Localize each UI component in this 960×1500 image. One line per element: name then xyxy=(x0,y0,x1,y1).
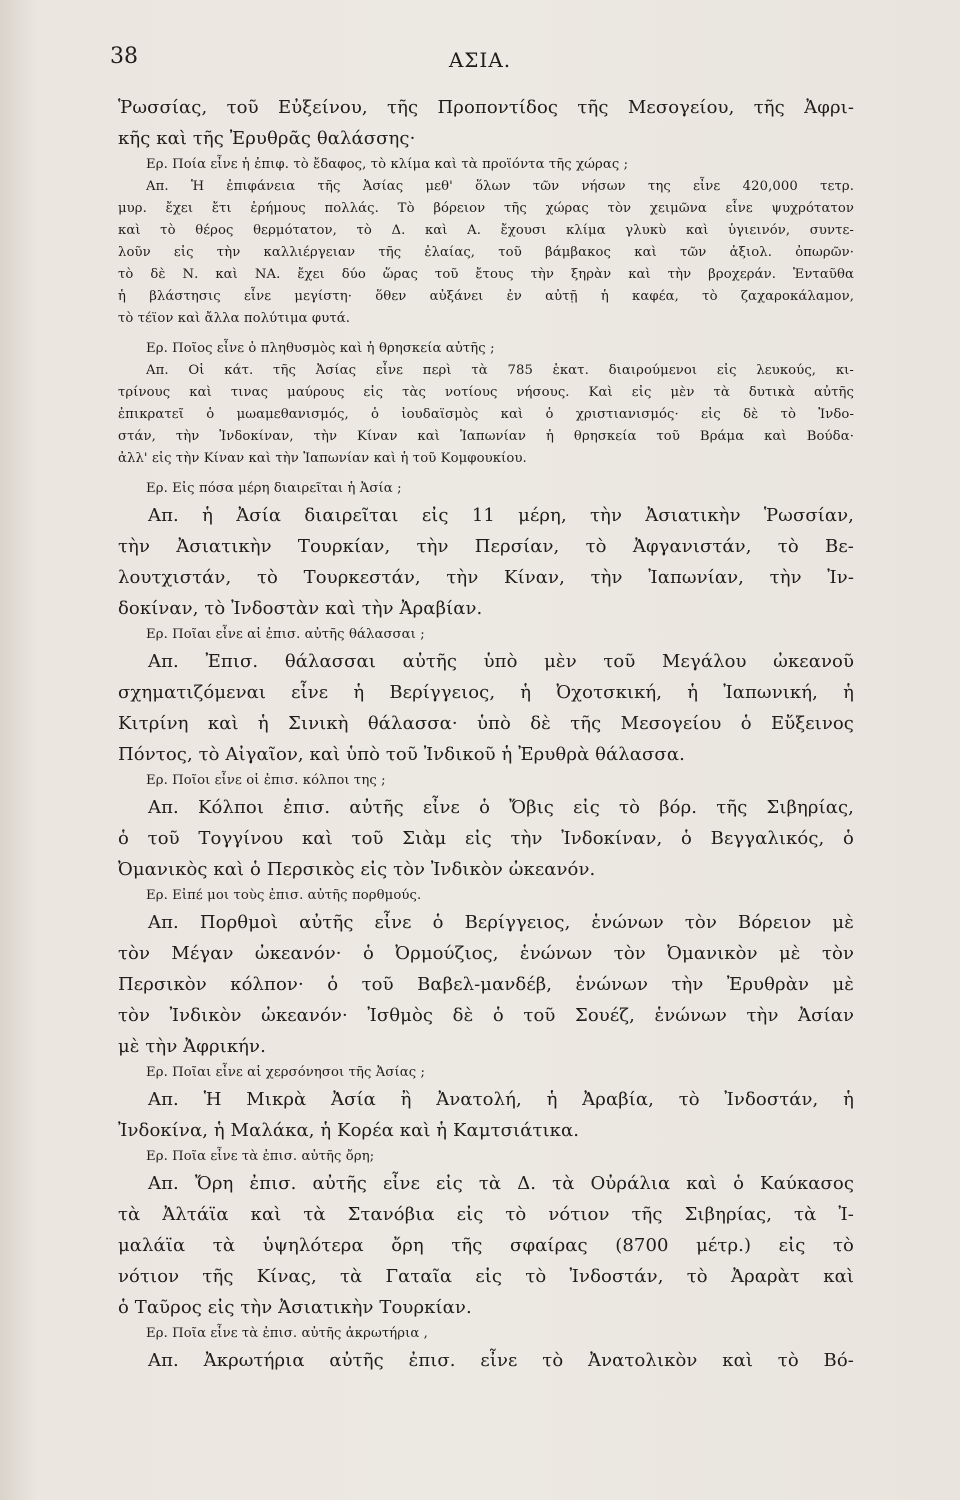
text-line: κῆς καὶ τῆς Ἐρυθρᾶς θαλάσσης· xyxy=(118,128,416,149)
text-line: λοῦν εἰς τὴν καλλιέργειαν τῆς ἐλαίας, τοῦ βάμβακος καὶ τῶν ἀξιολ. ὀπωρῶν· xyxy=(118,245,854,260)
text-line: Πόντος, τὸ Αἰγαῖον, καὶ ὑπὸ τοῦ Ἰνδικοῦ ἡ Ἐρυθρὰ θάλασσα. xyxy=(118,744,685,765)
text-line: ἡ βλάστησις εἶνε μεγίστη· ὅθεν αὐξάνει ἐν αὐτῇ ἡ καφέα, τὸ ζαχαροκάλαμον, xyxy=(118,289,854,304)
text-line: Περσικὸν κόλπον· ὁ τοῦ Βαβελ-μανδέβ, ἑνώνων τὴν Ἐρυθρὰν μὲ xyxy=(118,974,854,995)
text-line: Κιτρίνη καὶ ἡ Σινικὴ θάλασσα· ὑπὸ δὲ τῆς Μεσογείου ὁ Εὔξεινος xyxy=(118,713,854,734)
text-line: τὸ τέϊον καὶ ἄλλα πολύτιμα φυτά. xyxy=(118,311,351,326)
text-line: Ερ. Ποῖαι εἶνε αἱ ἐπισ. αὐτῆς θάλασσαι ; xyxy=(146,627,425,642)
text-line: Ερ. Ποῖοι εἶνε οἱ ἐπισ. κόλποι της ; xyxy=(146,773,386,788)
text-line: Απ. Ἡ Μικρὰ Ἀσία ἢ Ἀνατολή, ἡ Ἀραβία, τὸ Ἰνδοστάν, ἡ xyxy=(148,1089,854,1110)
text-line: νότιον τῆς Κίνας, τὰ Γαταῖα εἰς τὸ Ἰνδοστάν, τὸ Ἀραρὰτ καὶ xyxy=(118,1266,854,1287)
line-spacer xyxy=(118,470,854,478)
text-line: τὴν Ἀσιατικὴν Τουρκίαν, τὴν Περσίαν, τὸ Ἀφγανιστάν, τὸ Βε- xyxy=(118,536,854,557)
text-line: καὶ τὸ θέρος θερμότατον, τὸ Δ. καὶ Α. ἔχουσι κλίμα γλυκὺ καὶ ὑγιεινόν, συντε- xyxy=(118,223,854,238)
text-line: τρίνους καὶ τινας μαύρους εἰς τὰς νοτίους νήσους. Καὶ εἰς μὲν τὰ δυτικὰ αὐτῆς xyxy=(118,385,854,400)
text-line: ἐπικρατεῖ ὁ μωαμεθανισμός, ὁ ἰουδαϊσμὸς καὶ ὁ χριστιανισμός· εἰς δὲ τὸ Ἰνδο- xyxy=(118,407,854,422)
line-spacer xyxy=(118,330,854,338)
running-title: ΑΣΙΑ. xyxy=(448,48,512,72)
text-line: Απ. Οἱ κάτ. τῆς Ἀσίας εἶνε περὶ τὰ 785 ἑκατ. διαιρούμενοι εἰς λευκούς, κι- xyxy=(146,363,854,378)
text-line: Απ. ἡ Ἀσία διαιρεῖται εἰς 11 μέρη, τὴν Ἀσιατικὴν Ῥωσσίαν, xyxy=(148,505,854,526)
text-line: Απ. Κόλποι ἐπισ. αὐτῆς εἶνε ὁ Ὄβις εἰς τὸ βόρ. τῆς Σιβηρίας, xyxy=(148,797,854,818)
text-line: Ῥωσσίας, τοῦ Εὐξείνου, τῆς Προποντίδος τῆς Μεσογείου, τῆς Ἀφρι- xyxy=(118,97,854,118)
text-line: τὸν Μέγαν ὠκεανόν· ὁ Ὀρμούζιος, ἑνώνων τὸν Ὀμανικὸν μὲ τὸν xyxy=(118,943,854,964)
text-line: Απ. Ὄρη ἐπισ. αὐτῆς εἶνε εἰς τὰ Δ. τὰ Οὐράλια καὶ ὁ Καύκασος xyxy=(148,1173,854,1194)
text-line: τὰ Ἀλτάϊα καὶ τὰ Στανόβια εἰς τὸ νότιον τῆς Σιβηρίας, τὰ Ἰ- xyxy=(118,1204,854,1225)
text-line: Ερ. Ποῖα εἶνε τὰ ἐπισ. αὐτῆς ἀκρωτήρια , xyxy=(146,1326,428,1341)
text-body xyxy=(118,92,854,1376)
text-line: μυρ. ἔχει ἔτι ἐρήμους πολλάς. Τὸ βόρειον τῆς χώρας τὸν χειμῶνα εἶνε ψυχρότατον xyxy=(118,201,854,216)
text-line: Ερ. Εἰς πόσα μέρη διαιρεῖται ἡ Ἀσία ; xyxy=(146,481,402,496)
text-line: ὁ Ταῦρος εἰς τὴν Ἀσιατικὴν Τουρκίαν. xyxy=(118,1297,472,1318)
page-number: 38 xyxy=(110,44,138,69)
text-line: Απ. Ἀκρωτήρια αὐτῆς ἐπισ. εἶνε τὸ Ἀνατολικὸν καὶ τὸ Βό- xyxy=(148,1350,854,1371)
text-line: ὁ τοῦ Τογγίνου καὶ τοῦ Σιὰμ εἰς τὴν Ἰνδοκίναν, ὁ Βεγγαλικός, ὁ xyxy=(118,828,854,849)
text-line: Ὀμανικὸς καὶ ὁ Περσικὸς εἰς τὸν Ἰνδικὸν ὠκεανόν. xyxy=(118,859,596,880)
text-line: Ερ. Ποῖα εἶνε τὰ ἐπισ. αὐτῆς ὄρη; xyxy=(146,1149,375,1164)
text-line: λουτχιστάν, τὸ Τουρκεστάν, τὴν Κίναν, τὴν Ἰαπωνίαν, τὴν Ἰν- xyxy=(118,567,854,588)
text-line: Ερ. Ποῖαι εἶνε αἱ χερσόνησοι τῆς Ἀσίας ; xyxy=(146,1065,426,1080)
text-line: Ἰνδοκίνα, ἡ Μαλάκα, ἡ Κορέα καὶ ἡ Καμτσιάτικα. xyxy=(118,1120,580,1141)
text-line: σχηματιζόμεναι εἶνε ἡ Βερίγγειος, ἡ Ὀχοτσκική, ἡ Ἰαπωνική, ἡ xyxy=(118,682,854,703)
text-line: Ερ. Ποῖος εἶνε ὁ πληθυσμὸς καὶ ἡ θρησκεία αὐτῆς ; xyxy=(146,341,495,356)
text-line: Απ. Ἐπισ. θάλασσαι αὐτῆς ὑπὸ μὲν τοῦ Μεγάλου ὠκεανοῦ xyxy=(148,651,854,672)
text-line: ἀλλ' εἰς τὴν Κίναν καὶ τὴν Ἰαπωνίαν καὶ ἡ τοῦ Κομφουκίου. xyxy=(118,451,527,466)
text-line: Ερ. Ποία εἶνε ἡ ἐπιφ. τὸ ἔδαφος, τὸ κλίμα καὶ τὰ προϊόντα τῆς χώρας ; xyxy=(146,157,629,172)
text-line: μαλάϊα τὰ ὑψηλότερα ὄρη τῆς σφαίρας (8700 μέτρ.) εἰς τὸ xyxy=(118,1235,854,1256)
text-line: μὲ τὴν Ἀφρικήν. xyxy=(118,1036,266,1057)
text-line: τὸ δὲ Ν. καὶ ΝΑ. ἔχει δύο ὥρας τοῦ ἔτους τὴν ξηρὰν καὶ τὴν βροχεράν. Ἐνταῦθα xyxy=(118,267,854,282)
text-line: Απ. Ἡ ἐπιφάνεια τῆς Ἀσίας μεθ' ὅλων τῶν νήσων της εἶνε 420,000 τετρ. xyxy=(146,179,854,194)
text-line: τὸν Ἰνδικὸν ὠκεανόν· Ἰσθμὸς δὲ ὁ τοῦ Σουέζ, ἑνώνων τὴν Ἀσίαν xyxy=(118,1005,854,1026)
text-line: δοκίναν, τὸ Ἰνδοστὰν καὶ τὴν Ἀραβίαν. xyxy=(118,598,483,619)
text-line: Ερ. Εἰπέ μοι τοὺς ἐπισ. αὐτῆς πορθμούς. xyxy=(146,888,422,903)
text-line: Απ. Πορθμοὶ αὐτῆς εἶνε ὁ Βερίγγειος, ἑνώνων τὸν Βόρειον μὲ xyxy=(148,912,854,933)
text-line: στάν, τὴν Ἰνδοκίναν, τὴν Κίναν καὶ Ἰαπωνίαν ἡ θρησκεία τοῦ Βράμα καὶ Βούδα· xyxy=(118,429,854,444)
